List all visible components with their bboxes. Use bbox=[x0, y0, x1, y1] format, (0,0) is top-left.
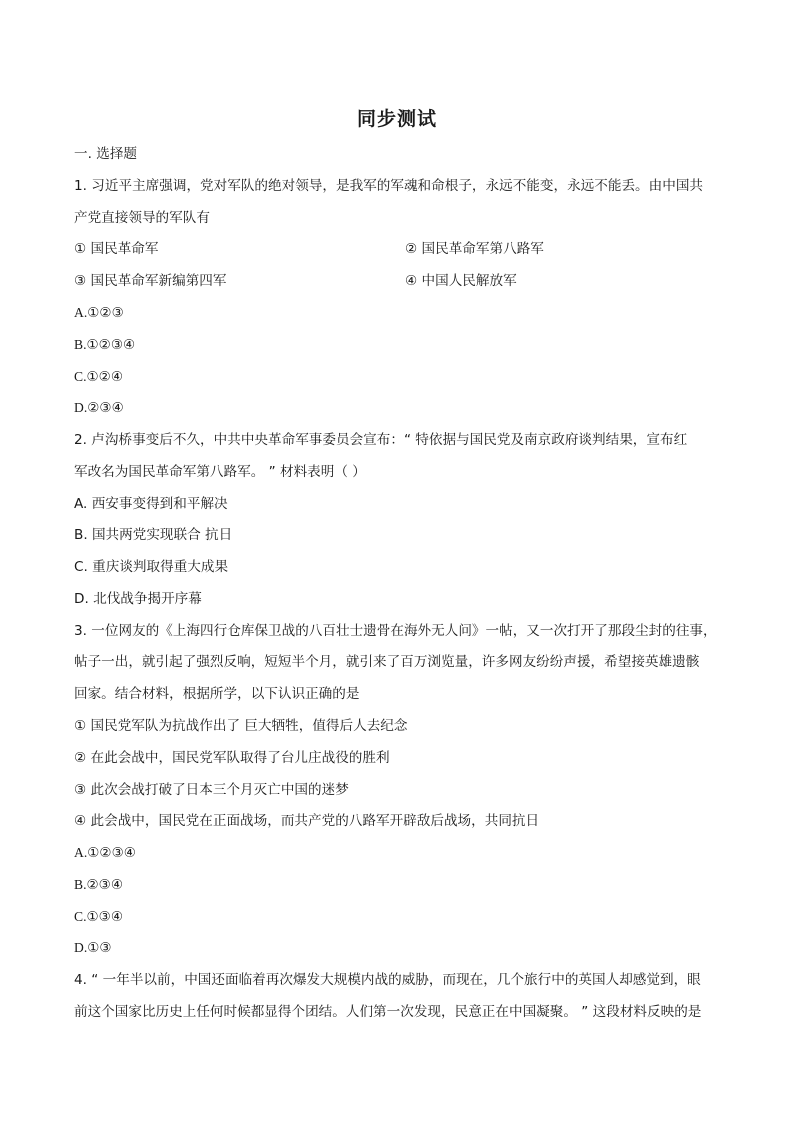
question-1-line-1: 1. 习近平主席强调，党对军队的绝对领导，是我军的军魂和命根子，永远不能变，永远不能丢。由中国共 bbox=[74, 178, 704, 194]
question-3-option-a: A.①②③④ bbox=[74, 845, 136, 860]
question-3-item-1: ① 国民党军队为抗战作出了 巨大牺牲，值得后人去纪念 bbox=[74, 718, 408, 734]
question-3-item-2: ② 在此会战中，国民党军队取得了台儿庄战役的胜利 bbox=[74, 750, 390, 766]
question-1-option-a: A.①②③ bbox=[74, 305, 124, 320]
question-2-option-a: A. 西安事变得到和平解决 bbox=[74, 496, 228, 512]
section-heading: 一. 选择题 bbox=[74, 146, 138, 162]
question-2-option-c: C. 重庆谈判取得重大成果 bbox=[74, 559, 229, 575]
question-1-line-2: 产党直接领导的军队有 bbox=[74, 210, 210, 226]
question-1-items-row-1 bbox=[74, 239, 724, 259]
question-2-option-d: D. 北伐战争揭开序幕 bbox=[74, 591, 202, 607]
question-1-item-3: ③ 国民革命军新编第四军 bbox=[74, 273, 227, 289]
question-4-line-2: 前这个国家比历史上任何时候都显得个团结。人们第一次发现，民意正在中国凝聚。 ” 这段材料反映的是 bbox=[74, 1004, 702, 1020]
question-4-line-1: 4. “ 一年半以前，中国还面临着再次爆发大规模内战的威胁，而现在，几个旅行中的英国人却感觉到，眼 bbox=[74, 972, 701, 988]
question-2-option-b: B. 国共两党实现联合 抗日 bbox=[74, 527, 233, 543]
question-1-items-row-2 bbox=[74, 271, 724, 291]
question-3-option-c: C.①③④ bbox=[74, 909, 124, 924]
question-3-line-2: 帖子一出，就引起了强烈反响，短短半个月，就引来了百万浏览量，许多网友纷纷声援，希望接英雄遗骸 bbox=[74, 654, 700, 670]
question-2-line-1: 2. 卢沟桥事变后不久，中共中央革命军事委员会宣布：“ 特依据与国民党及南京政府谈判结果，宣布红 bbox=[74, 432, 688, 448]
question-3-item-4: ④ 此会战中，国民党在正面战场，而共产党的八路军开辟敌后战场，共同抗日 bbox=[74, 813, 540, 829]
question-1-item-1: ① 国民革命军 bbox=[74, 241, 159, 257]
question-3-option-d: D.①③ bbox=[74, 940, 112, 955]
question-1-option-c: C.①②④ bbox=[74, 369, 124, 384]
question-1-item-2: ② 国民革命军第八路军 bbox=[405, 241, 544, 257]
question-2-line-2: 军改名为国民革命军第八路军。 ” 材料表明（ ） bbox=[74, 464, 366, 480]
question-1-option-b: B.①②③④ bbox=[74, 337, 136, 352]
question-1-option-d: D.②③④ bbox=[74, 400, 124, 415]
question-1-item-4: ④ 中国人民解放军 bbox=[405, 273, 517, 289]
question-3-item-3: ③ 此次会战打破了日本三个月灭亡中国的迷梦 bbox=[74, 782, 349, 798]
question-3-line-1: 3. 一位网友的《上海四行仓库保卫战的八百壮士遗骨在海外无人问》一帖，又一次打开了那段尘封的往事， bbox=[74, 623, 717, 639]
page-title: 同步测试 bbox=[356, 108, 437, 130]
question-3-line-3: 回家。结合材料，根据所学，以下认识正确的是 bbox=[74, 686, 360, 702]
question-3-option-b: B.②③④ bbox=[74, 877, 124, 892]
